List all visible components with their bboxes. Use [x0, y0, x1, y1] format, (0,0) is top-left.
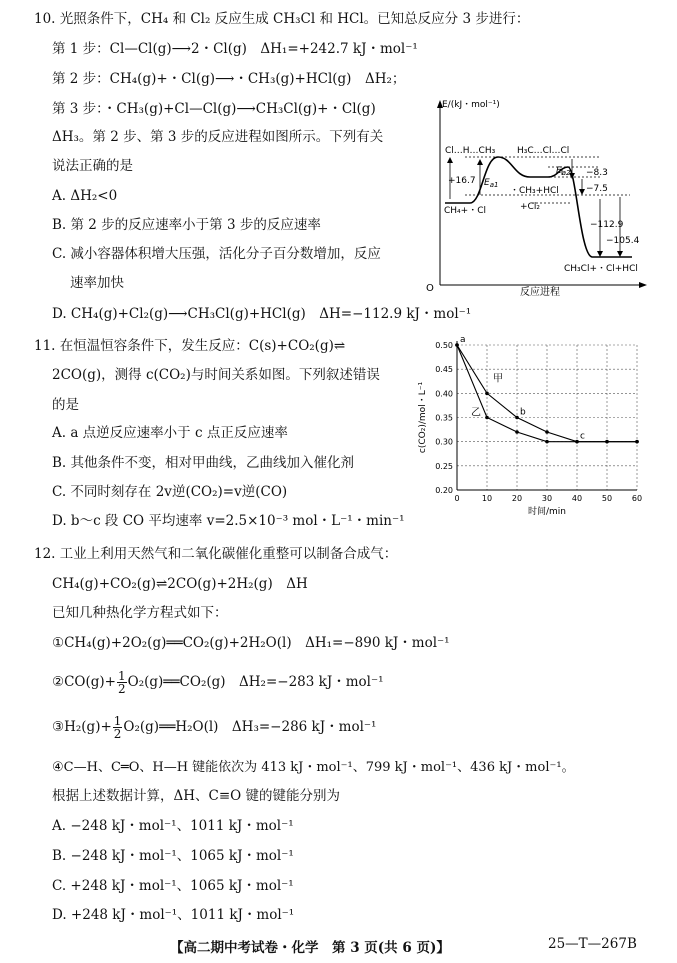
q10-step3-cont: ΔH₃。第 2 步、第 3 步的反应进程如图所示。下列有关 [52, 129, 384, 145]
energy-diagram [420, 95, 650, 300]
half-fraction [117, 670, 127, 695]
q10-option-d: D. CH₄(g)+Cl₂(g)⟶CH₃Cl(g)+HCl(g) ΔH=−112.9 kJ・mol⁻¹ [52, 306, 472, 322]
data-point [575, 440, 579, 444]
half-fraction-numerator: 1 [118, 669, 126, 683]
q12-eq2-end: O₂(g)══CO₂(g) ΔH₂=−283 kJ・mol⁻¹ [127, 674, 384, 690]
q10-option-a: A. ΔH₂<0 [52, 188, 118, 204]
y-tick-label: 0.25 [435, 461, 453, 471]
x-tick-label: 50 [601, 494, 613, 503]
x-tick-label: 20 [511, 494, 523, 503]
data-point [515, 416, 519, 420]
q12-eq3-end: O₂(g)══H₂O(l) ΔH₃=−286 kJ・mol⁻¹ [123, 719, 377, 735]
delta-167-label: +16.7 [448, 176, 476, 186]
progress-axis-label: 反应进程 [520, 287, 560, 298]
point-label: c [580, 431, 585, 442]
y-axis-label: c(CO₂)/mol・L⁻¹ [418, 381, 428, 454]
ea2-label: $E_{a2}$ [556, 166, 571, 177]
q10-step3-cont2: 说法正确的是 [52, 158, 133, 174]
q12-eq1: ①CH₄(g)+2O₂(g)══CO₂(g)+2H₂O(l) ΔH₁=−890 kJ・mol⁻¹ [52, 635, 450, 651]
x-tick-label: 40 [571, 494, 583, 503]
data-point [485, 392, 489, 396]
concentration-chart [415, 333, 645, 525]
x-tick-label: 30 [541, 494, 553, 503]
y-tick-label: 0.35 [435, 413, 453, 423]
start-label: CH₄+・Cl [444, 206, 486, 216]
q11-option-c: C. 不同时刻存在 2v逆(CO₂)=v逆(CO) [52, 484, 288, 500]
half-fraction [113, 715, 123, 740]
data-point [485, 416, 489, 420]
q12-reaction: CH₄(g)+CO₂(g)⇌2CO(g)+2H₂(g) ΔH [52, 576, 308, 592]
delta-1054-label: −105.4 [606, 236, 640, 246]
data-point [455, 343, 459, 347]
q11-stem-cont: 2CO(g)，测得 c(CO₂)与时间关系如图。下列叙述错误 [52, 367, 380, 383]
q11-option-a: A. a 点逆反应速率小于 c 点正反应速率 [52, 425, 288, 441]
delta-75-label: −7.5 [586, 184, 608, 194]
y-tick-label: 0.20 [435, 486, 453, 495]
q11-stem: 11. 在恒温恒容条件下，发生反应：C(s)+CO₂(g)⇌ [34, 338, 346, 354]
q10-stem: 10. 光照条件下，CH₄ 和 Cl₂ 反应生成 CH₃Cl 和 HCl。已知总反应分 3 步进行： [34, 11, 530, 27]
q10-option-b: B. 第 2 步的反应速率小于第 3 步的反应速率 [52, 217, 321, 233]
series-name-label: 乙 [471, 407, 481, 419]
mid2-label: +Cl₂ [520, 202, 540, 212]
energy-axis-label: E/(kJ・mol⁻¹) [442, 100, 500, 110]
half-fraction-denominator: 2 [113, 727, 122, 741]
ts2-label: H₃C…Cl…Cl [517, 146, 570, 156]
point-label: a [460, 335, 466, 345]
series-name-label: 甲 [493, 373, 503, 385]
page-footer-code: 25—T—267B [548, 936, 637, 952]
y-tick-label: 0.40 [435, 389, 453, 399]
q12-eq2 [52, 670, 384, 695]
data-point [605, 440, 609, 444]
q12-stem: 12. 工业上利用天然气和二氧化碳催化重整可以制备合成气： [34, 546, 398, 562]
q10-option-c: C. 减小容器体积增大压强，活化分子百分数增加，反应 [52, 246, 381, 262]
q12-option-c: C. +248 kJ・mol⁻¹、1065 kJ・mol⁻¹ [52, 878, 294, 894]
origin-label: O [426, 283, 434, 294]
q12-calc: 根据上述数据计算，ΔH、C≡O 键的键能分别为 [52, 788, 341, 804]
q12-eq3-start: ③H₂(g)+ [52, 719, 112, 735]
x-tick-label: 60 [631, 494, 643, 503]
x-tick-label: 10 [481, 494, 493, 503]
page-footer-title: 【高二期中考试卷・化学 第 3 页(共 6 页)】 [170, 940, 450, 956]
point-label: b [520, 407, 526, 418]
end-label: CH₃Cl+・Cl+HCl [564, 264, 638, 274]
ea1-label: $E_{a1}$ [484, 178, 499, 189]
q12-eq3 [52, 715, 376, 740]
q12-eq2-start: ②CO(g)+ [52, 674, 116, 690]
q11-option-b: B. 其他条件不变，相对甲曲线，乙曲线加入催化剂 [52, 455, 355, 471]
y-tick-label: 0.50 [435, 341, 453, 350]
q10-step1: 第 1 步：Cl—Cl(g)⟶2・Cl(g) ΔH₁=+242.7 kJ・mol⁻¹ [52, 41, 418, 57]
data-point [545, 430, 549, 434]
data-point [635, 440, 639, 444]
q12-known: 已知几种热化学方程式如下： [52, 605, 228, 621]
delta-83-label: −8.3 [586, 168, 608, 178]
data-point [545, 440, 549, 444]
q10-option-c-cont: 速率加快 [70, 275, 124, 291]
q12-option-b: B. −248 kJ・mol⁻¹、1065 kJ・mol⁻¹ [52, 848, 294, 864]
half-fraction-denominator: 2 [118, 682, 126, 696]
half-fraction-numerator: 1 [113, 714, 122, 728]
mid1-label: ・CH₃+HCl [510, 186, 559, 196]
x-tick-label: 0 [454, 494, 460, 503]
q10-step3: 第 3 步：・CH₃(g)+Cl—Cl(g)⟶CH₃Cl(g)+・Cl(g) [52, 101, 376, 117]
y-tick-label: 0.45 [435, 365, 453, 375]
data-point [515, 430, 519, 434]
q12-option-d: D. +248 kJ・mol⁻¹、1011 kJ・mol⁻¹ [52, 907, 295, 923]
delta-1129-label: −112.9 [590, 220, 624, 230]
ts1-label: Cl…H…CH₃ [445, 146, 496, 156]
q11-stem-cont2: 的是 [52, 397, 79, 413]
q12-eq4: ④C—H、C═O、H—H 键能依次为 413 kJ・mol⁻¹、799 kJ・mol⁻¹、436 kJ・mol⁻¹。 [52, 760, 575, 775]
q11-option-d: D. b～c 段 CO 平均速率 v=2.5×10⁻³ mol・L⁻¹・min⁻¹ [52, 513, 405, 529]
q10-step2: 第 2 步：CH₄(g)+・Cl(g)⟶・CH₃(g)+HCl(g) ΔH₂； [52, 71, 406, 87]
x-axis-label: 时间/min [527, 507, 567, 517]
q12-option-a: A. −248 kJ・mol⁻¹、1011 kJ・mol⁻¹ [52, 818, 294, 834]
y-tick-label: 0.30 [435, 437, 453, 447]
